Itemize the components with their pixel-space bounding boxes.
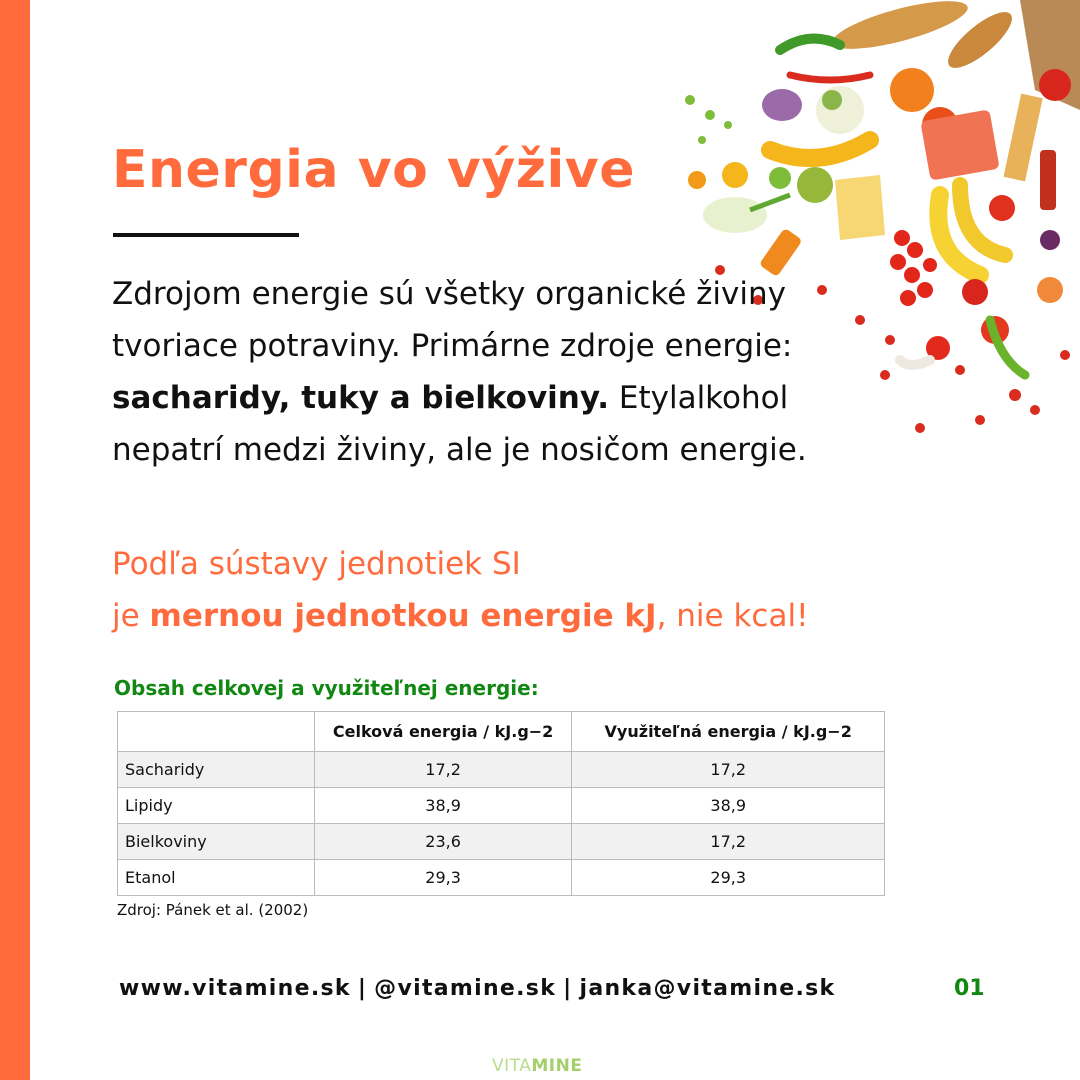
intro-text: Zdrojom energie sú všetky organické živiny tvoriace potraviny. Primárne zdroje energie: — [112, 276, 793, 364]
si-note-line1: Podľa sústavy jednotiek SI — [112, 546, 521, 582]
si-unit-note — [112, 538, 912, 642]
table-header-row — [118, 712, 885, 752]
energy-table — [117, 711, 885, 896]
total-energy-cell: 38,9 — [314, 788, 572, 824]
intro-paragraph — [112, 268, 872, 476]
si-note-line2-end: , nie kcal! — [656, 598, 809, 634]
table-row — [118, 824, 885, 860]
total-energy-cell: 17,2 — [314, 752, 572, 788]
table-header-cell: Celková energia / kJ.g−2 — [314, 712, 572, 752]
table-row — [118, 788, 885, 824]
title-underline — [113, 233, 299, 237]
total-energy-cell: 23,6 — [314, 824, 572, 860]
page-title: Energia vo výžive — [112, 140, 635, 200]
usable-energy-cell: 38,9 — [572, 788, 885, 824]
website-link[interactable]: www.vitamine.sk — [119, 976, 351, 1001]
table-caption: Obsah celkovej a využiteľnej energie: — [114, 676, 539, 700]
row-label: Bielkoviny — [118, 824, 315, 860]
intro-bold-text: sacharidy, tuky a bielkoviny. — [112, 380, 610, 416]
table-header-cell — [118, 712, 315, 752]
contact-footer — [119, 976, 836, 1001]
page-number: 01 — [954, 976, 985, 1001]
usable-energy-cell: 17,2 — [572, 824, 885, 860]
si-note-line2-bold: mernou jednotkou energie kJ — [149, 598, 657, 634]
email-link[interactable]: janka@vitamine.sk — [579, 976, 836, 1001]
row-label: Sacharidy — [118, 752, 315, 788]
instagram-handle[interactable]: @vitamine.sk — [374, 976, 557, 1001]
table-header-cell: Využiteľná energia / kJ.g−2 — [572, 712, 885, 752]
row-label: Etanol — [118, 860, 315, 896]
footer-separator: | — [563, 976, 573, 1001]
brand-logo — [492, 1056, 582, 1076]
usable-energy-cell: 29,3 — [572, 860, 885, 896]
si-note-line2-start: je — [112, 598, 150, 634]
row-label: Lipidy — [118, 788, 315, 824]
brand-logo-part2: MINE — [531, 1056, 583, 1076]
intro-text-end: Etylalkohol nepatrí medzi živiny, ale je nosičom energie. — [112, 380, 807, 468]
table-row — [118, 752, 885, 788]
total-energy-cell: 29,3 — [314, 860, 572, 896]
usable-energy-cell: 17,2 — [572, 752, 885, 788]
table-source: Zdroj: Pánek et al. (2002) — [117, 901, 309, 919]
footer-separator: | — [357, 976, 368, 1001]
brand-logo-part1: VITA — [492, 1056, 532, 1076]
side-accent-bar — [0, 0, 30, 1080]
table-row — [118, 860, 885, 896]
